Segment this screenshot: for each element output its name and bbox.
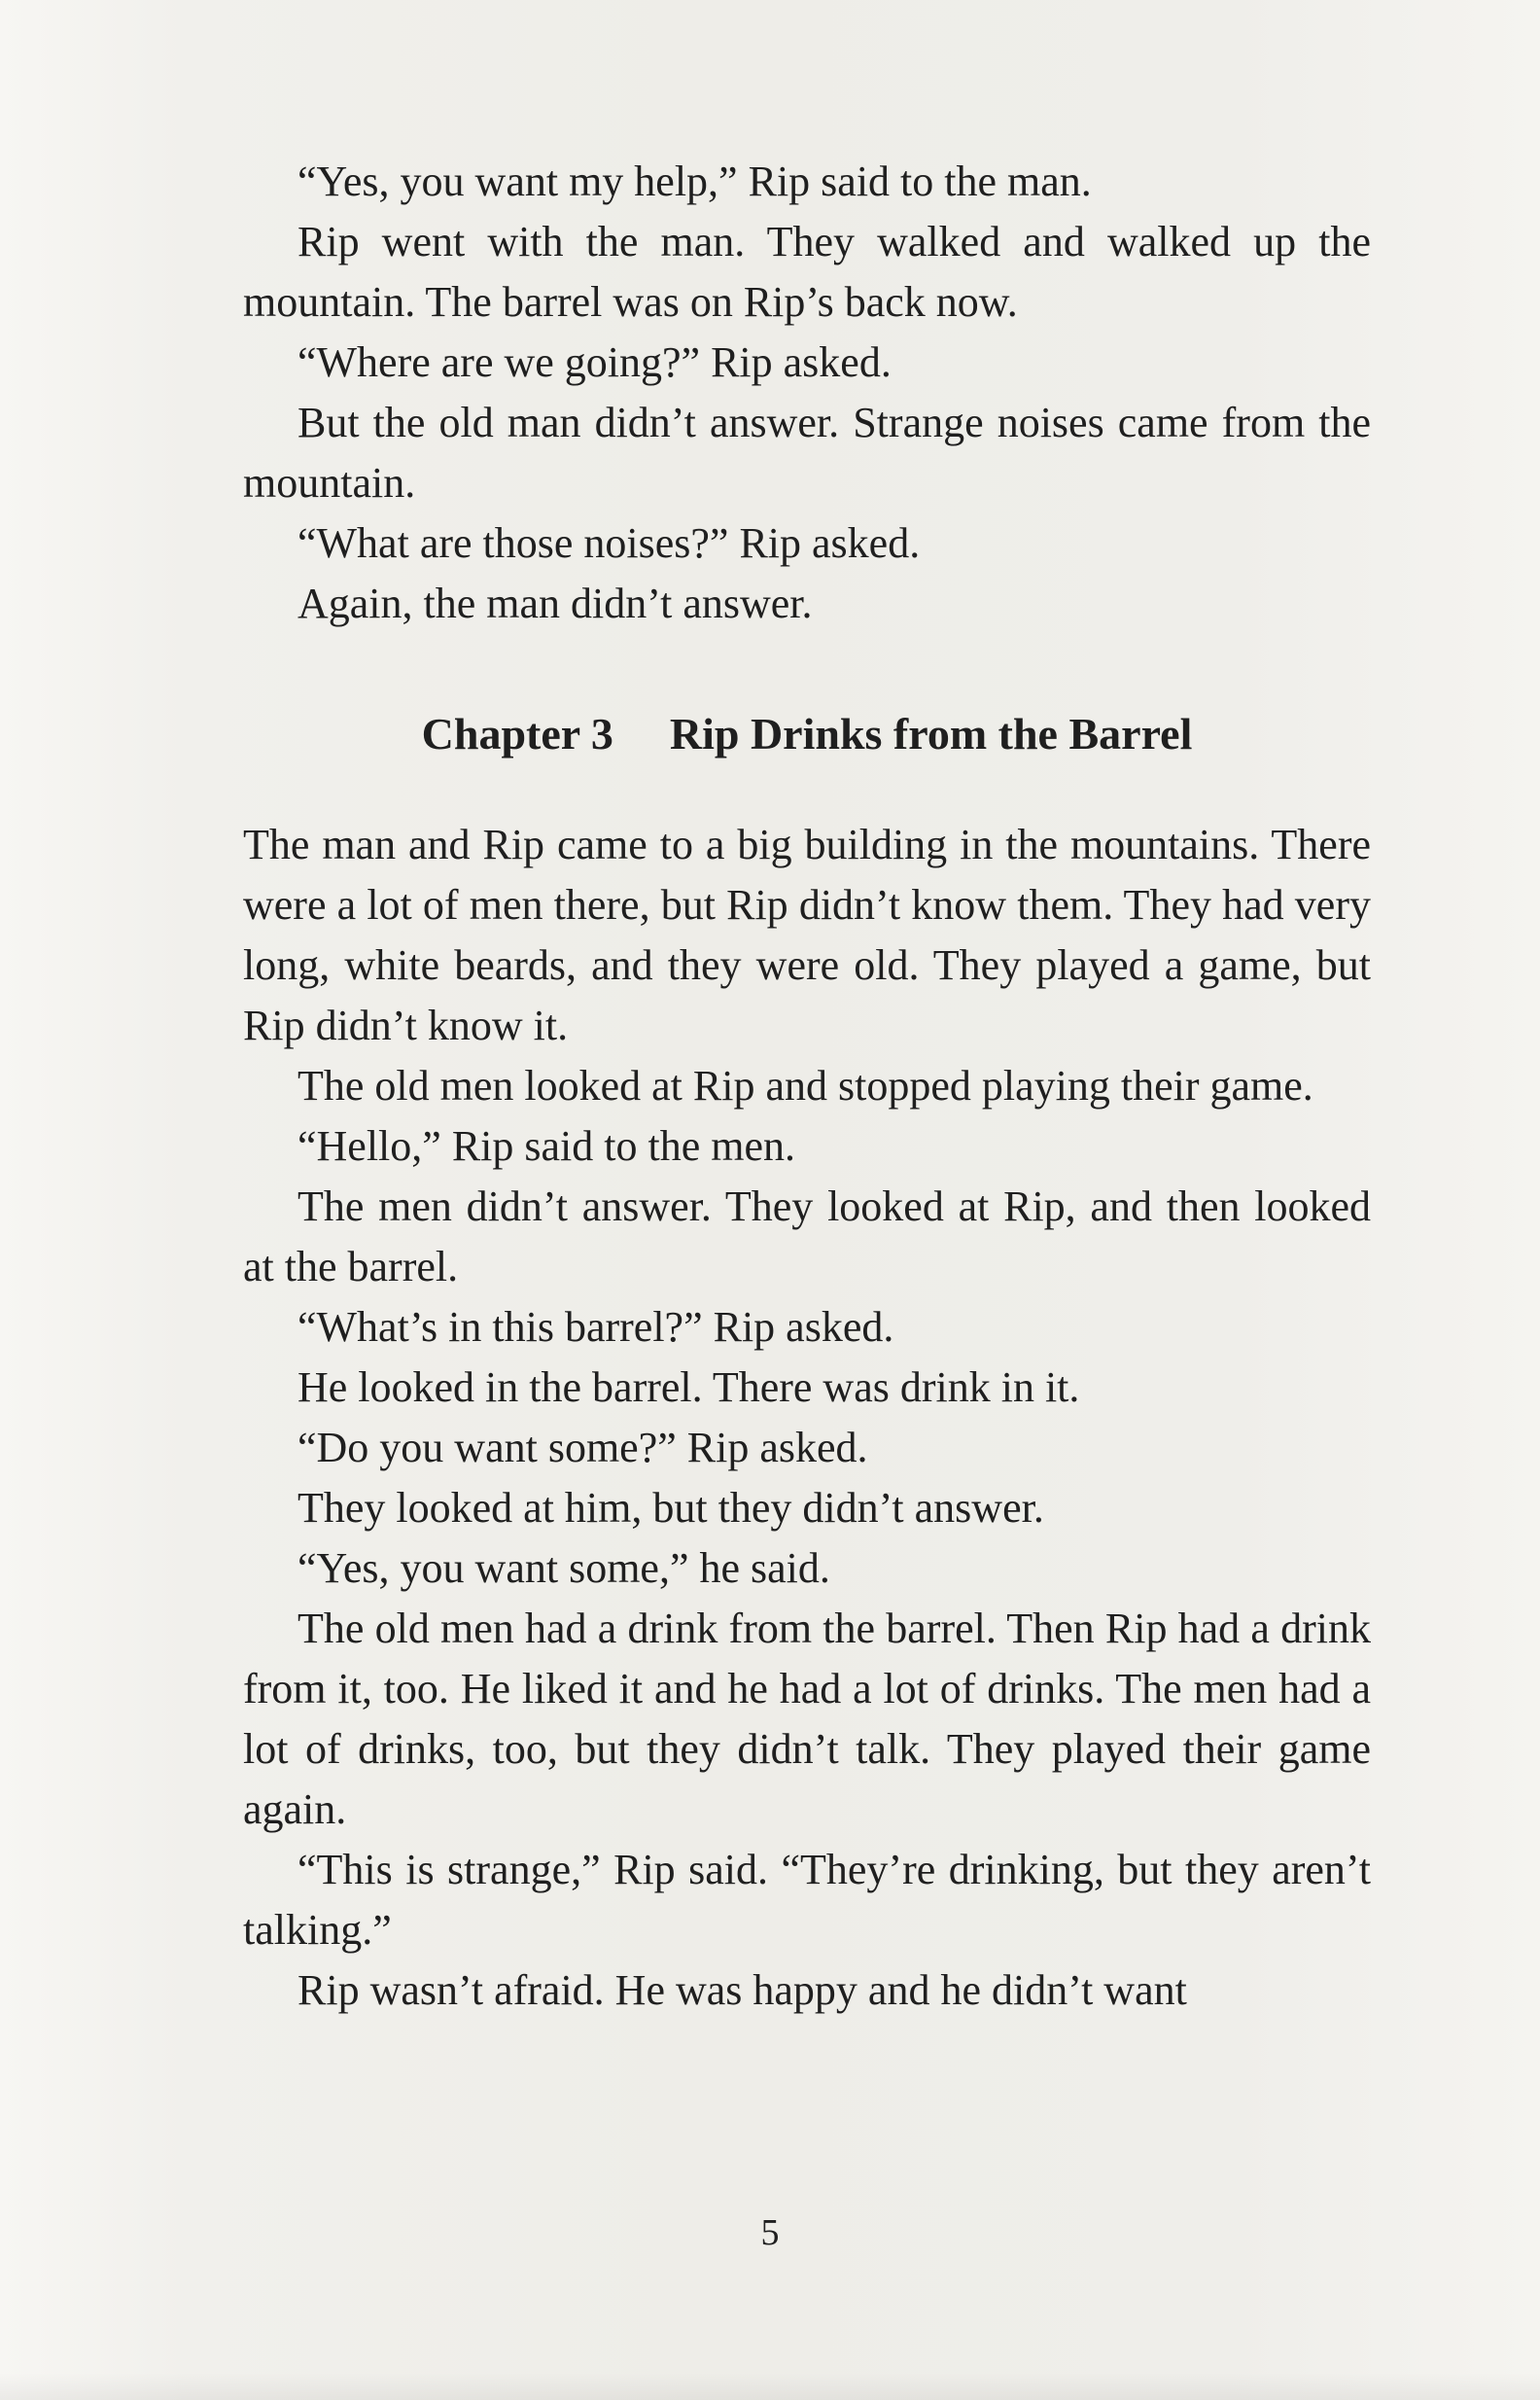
paragraph: The old men had a drink from the barrel. Then Rip had a drink from it, too. He liked it and he had a lot of drinks. The men had a lot of drinks, too, but they didn’t talk. They played their game again. bbox=[243, 1605, 1371, 1833]
paragraph: The men didn’t answer. They looked at Rip, and then looked at the barrel. bbox=[243, 1182, 1371, 1290]
chapter-heading bbox=[243, 704, 1371, 764]
paragraph: “Yes, you want some,” he said. bbox=[298, 1544, 830, 1592]
paragraph: Rip went with the man. They walked and walked up the mountain. The barrel was on Rip’s back now. bbox=[243, 218, 1371, 326]
paragraph: Again, the man didn’t answer. bbox=[298, 580, 813, 627]
paragraph: “Yes, you want my help,” Rip said to the man. bbox=[298, 158, 1092, 205]
paragraph: The man and Rip came to a big building in the mountains. There were a lot of men there, but Rip didn’t know them. They had very long, white beards, and they were old. They played a game, but Rip didn’t know it. bbox=[243, 821, 1371, 1049]
paragraph: “Do you want some?” Rip asked. bbox=[298, 1424, 868, 1471]
chapter-number: Chapter 3 bbox=[421, 709, 613, 759]
paragraph: He looked in the barrel. There was drink in it. bbox=[298, 1363, 1080, 1411]
chapter-title: Rip Drinks from the Barrel bbox=[669, 709, 1193, 759]
page-number: 5 bbox=[760, 2212, 780, 2253]
paragraph: The old men looked at Rip and stopped playing their game. bbox=[298, 1062, 1313, 1110]
paragraph: “What’s in this barrel?” Rip asked. bbox=[298, 1303, 894, 1351]
paragraph: “This is strange,” Rip said. “They’re drinking, but they aren’t talking.” bbox=[243, 1846, 1371, 1954]
paragraph: “What are those noises?” Rip asked. bbox=[298, 519, 921, 567]
top-text-block bbox=[243, 152, 1371, 634]
paragraph: Rip wasn’t afraid. He was happy and he didn’t want bbox=[298, 1966, 1187, 2014]
paragraph: But the old man didn’t answer. Strange noises came from the mountain. bbox=[243, 399, 1371, 507]
paragraph: They looked at him, but they didn’t answer. bbox=[298, 1484, 1044, 1532]
chapter-text-block bbox=[243, 815, 1371, 2021]
paragraph: “Hello,” Rip said to the men. bbox=[298, 1122, 795, 1170]
paragraph: “Where are we going?” Rip asked. bbox=[298, 338, 892, 386]
